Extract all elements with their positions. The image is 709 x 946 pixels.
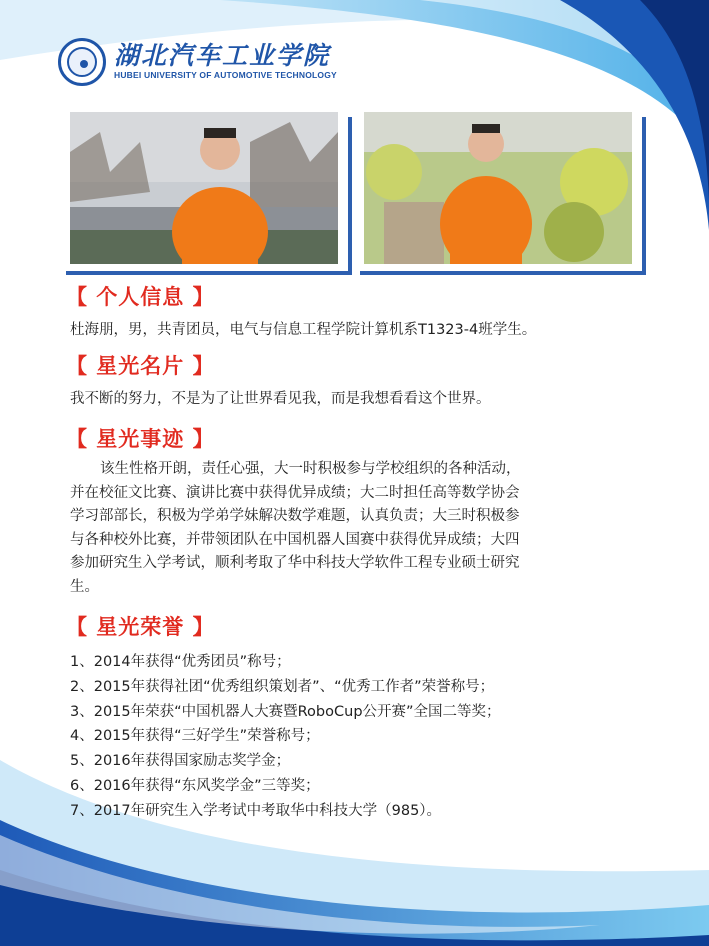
school-name-cn: 湖北汽车工业学院: [114, 41, 331, 70]
list-item: 3、2015年荣获“中国机器人大赛暨RoboCup公开赛”全国二等奖；: [70, 703, 501, 720]
school-logo: [58, 38, 106, 86]
star-deeds-line: 生。: [70, 578, 99, 595]
list-item: 5、2016年获得国家励志奖学金；: [70, 753, 291, 770]
heading-star-card: 【 星光名片 】: [66, 354, 215, 378]
list-item: 1、2014年获得“优秀团员”称号；: [70, 654, 291, 670]
heading-star-honors: 【 星光荣誉 】: [66, 615, 215, 639]
star-card-text: 我不断的努力，不是为了让世界看见我，而是我想看看这个世界。: [70, 391, 491, 407]
star-deeds-line: 并在校征文比赛、演讲比赛中获得优异成绩；大二时担任高等数学协会: [70, 484, 520, 501]
school-name-en: HUBEI UNIVERSITY OF AUTOMOTIVE TECHNOLOGY: [114, 70, 337, 80]
heading-personal-info: 【 个人信息 】: [66, 285, 215, 309]
list-item: 6、2016年获得“东风奖学金”三等奖；: [70, 777, 320, 794]
star-deeds-line: 参加研究生入学考试，顺利考取了华中科技大学软件工程专业硕士研究: [70, 555, 520, 571]
honors-list: [70, 650, 670, 824]
star-deeds-line: 该生性格开朗，责任心强，大一时积极参与学校组织的各种活动，: [100, 461, 521, 477]
photo-right: [364, 112, 632, 264]
list-item: 2、2015年获得社团“优秀组织策划者”、“优秀工作者”荣誉称号；: [70, 678, 495, 695]
heading-star-deeds: 【 星光事迹 】: [66, 427, 215, 451]
star-deeds-line: 与各种校外比赛，并带领团队在中国机器人国赛中获得优异成绩；大四: [70, 531, 520, 548]
logo-emblem-icon: [67, 47, 97, 77]
personal-info-text: 杜海朋，男，共青团员，电气与信息工程学院计算机系T1323-4班学生。: [70, 322, 537, 338]
photo-left: [70, 112, 338, 264]
star-deeds-line: 学习部部长，积极为学弟学妹解决数学难题，认真负责；大三时积极参: [70, 508, 520, 524]
star-deeds-text: [70, 458, 630, 599]
list-item: 7、2017年研究生入学考试中考取华中科技大学（985）。: [70, 802, 442, 819]
list-item: 4、2015年获得“三好学生”荣誉称号；: [70, 728, 320, 745]
